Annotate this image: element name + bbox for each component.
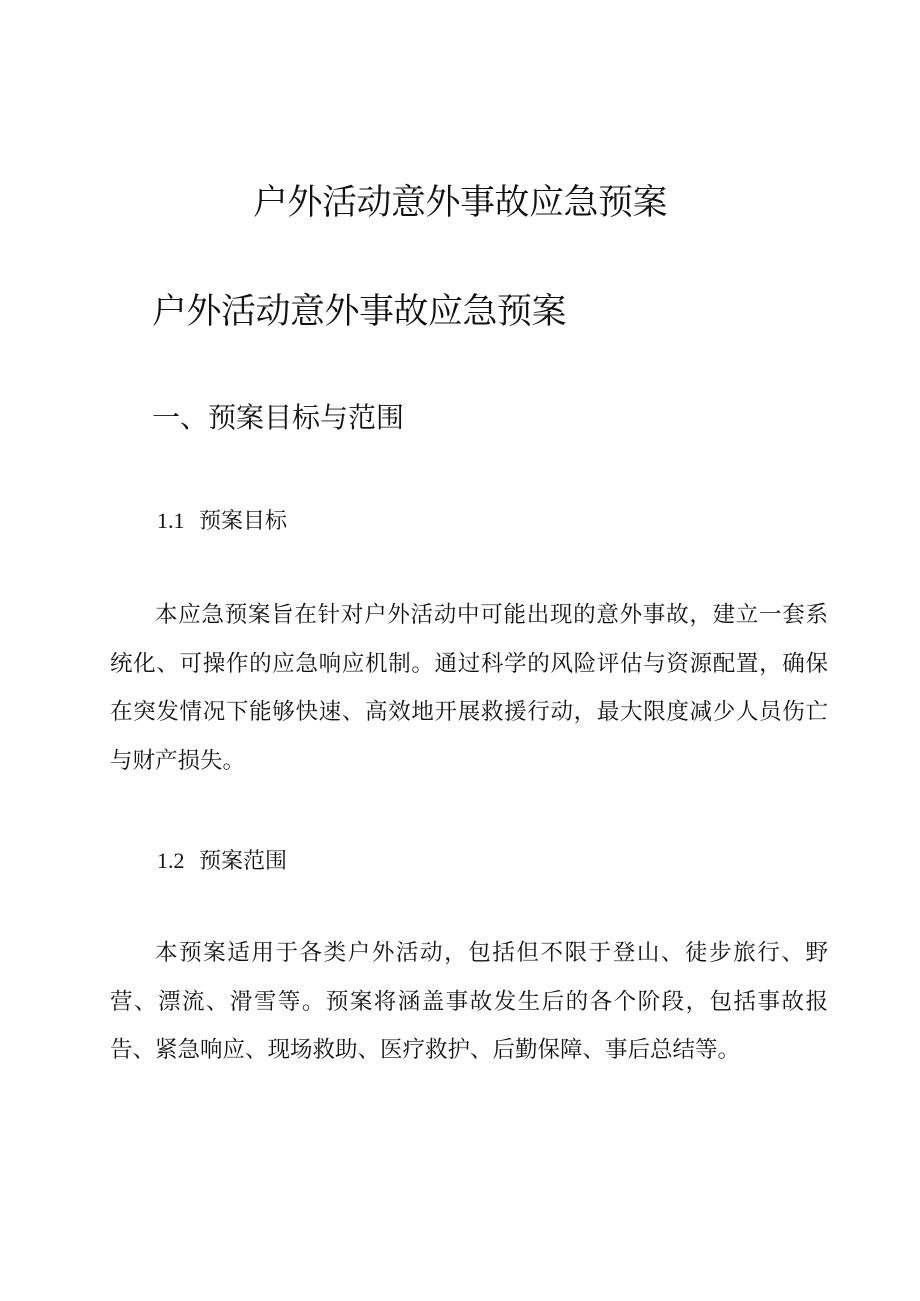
paragraph-goal: 本应急预案旨在针对户外活动中可能出现的意外事故，建立一套系统化、可操作的应急响应机制。通过科学的风险评估与资源配置，确保在突发情况下能够快速、高效地开展救援行动，最大限度减少人员伤亡与财产损失。 [110, 602, 828, 773]
subsection-number: 1.2 [157, 848, 185, 873]
subsection-number: 1.1 [157, 508, 185, 533]
subsection-heading-scope [157, 845, 287, 877]
subsection-title: 预案范围 [199, 848, 288, 873]
subsection-title: 预案目标 [199, 508, 288, 533]
section-heading: 一、预案目标与范围 [152, 401, 405, 434]
subsection-heading-goal [157, 505, 287, 537]
document-subtitle: 户外活动意外事故应急预案 [152, 292, 567, 332]
paragraph-scope: 本预案适用于各类户外活动，包括但不限于登山、徒步旅行、野营、漂流、滑雪等。预案将涵盖事故发生后的各个阶段，包括事故报告、紧急响应、现场救助、医疗救护、后勤保障、事后总结等。 [110, 940, 828, 1062]
document-title: 户外活动意外事故应急预案 [252, 183, 667, 223]
